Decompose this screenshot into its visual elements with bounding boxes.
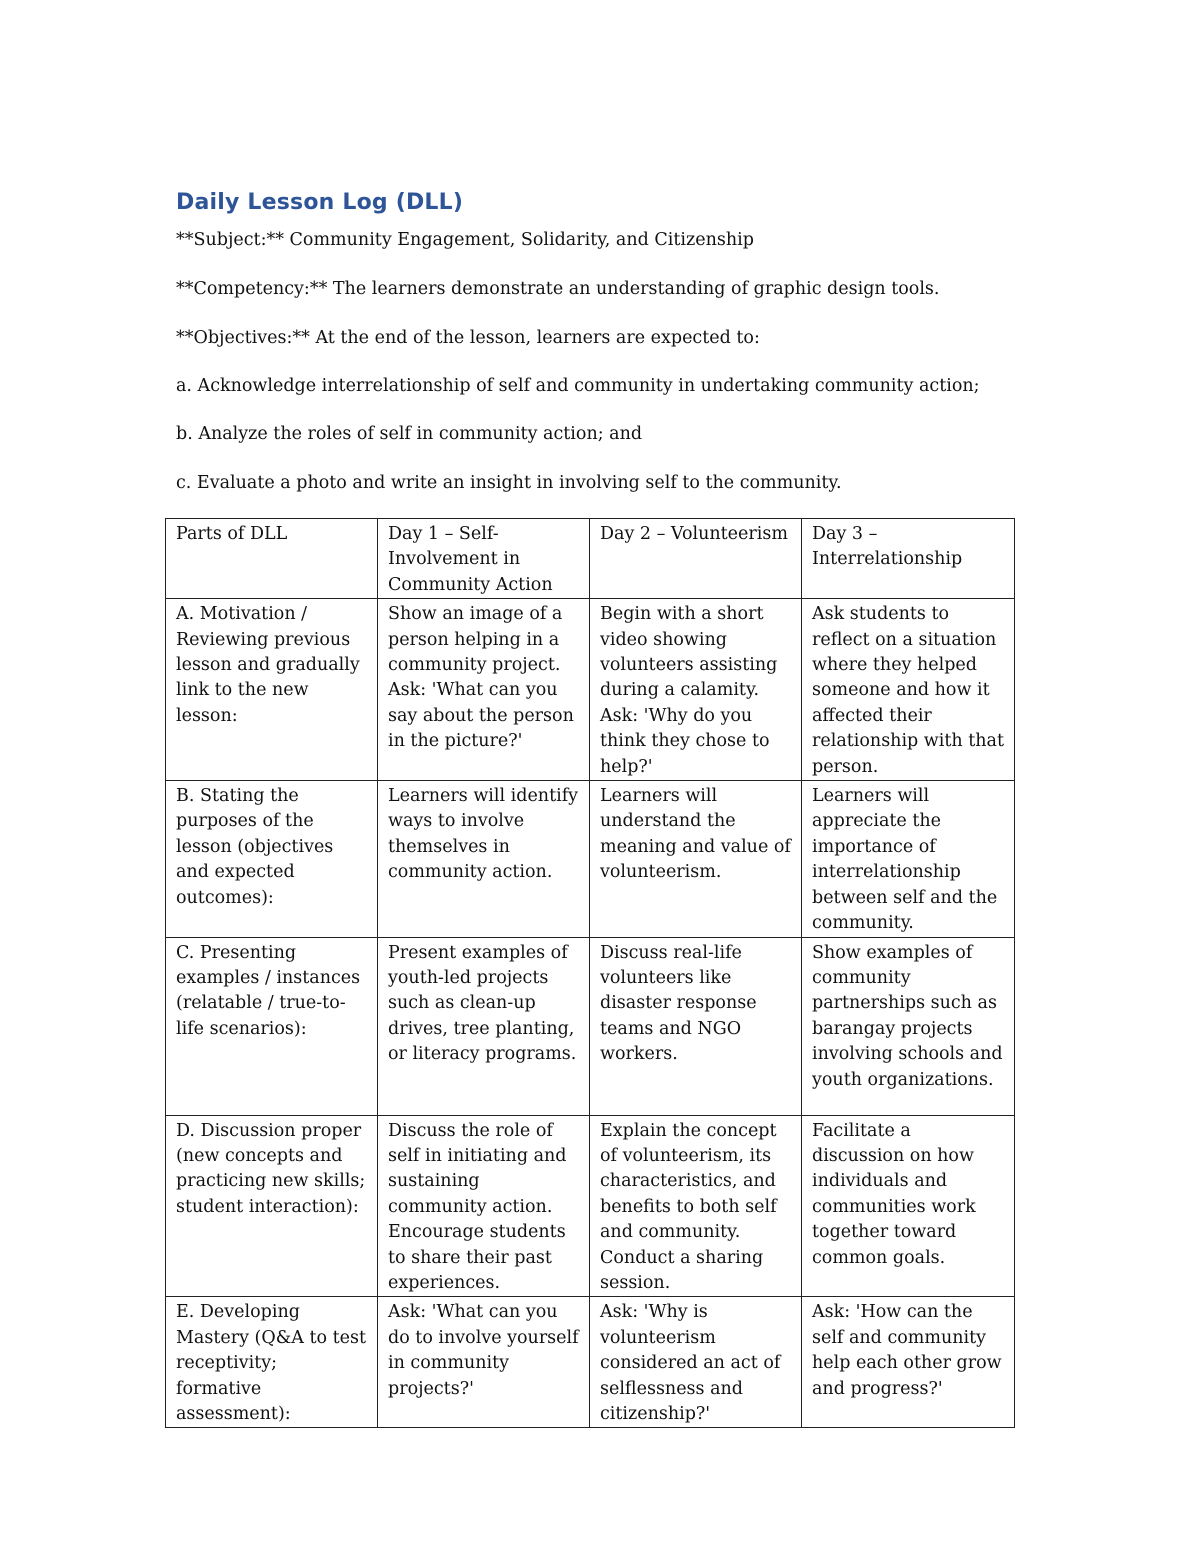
table-cell: Ask students to reflect on a situation where they helped someone and how it affected their relationship with that person. [802,599,1015,781]
table-row [166,1115,1015,1297]
row-label-mastery: E. Developing Mastery (Q&A to test receptivity; formative assessment): [166,1297,378,1428]
header-day-3: Day 3 – Interrelationship [802,519,1015,599]
table-row [166,599,1015,781]
header-day-2: Day 2 – Volunteerism [590,519,802,599]
document-title: Daily Lesson Log (DLL) [176,190,464,215]
table-row [166,781,1015,937]
table-cell: Ask: 'What can you do to involve yourself in community projects?' [378,1297,590,1428]
objective-b: b. Analyze the roles of self in community action; and [176,424,643,444]
table-cell: Show an image of a person helping in a community project. Ask: 'What can you say about the person in the picture?' [378,599,590,781]
table-cell: Present examples of youth-led projects such as clean-up drives, tree planting, or literacy programs. [378,937,590,1115]
table-cell: Learners will understand the meaning and value of volunteerism. [590,781,802,937]
table-cell: Discuss real-life volunteers like disaster response teams and NGO workers. [590,937,802,1115]
table-header-row [166,519,1015,599]
subject-line: **Subject:** Community Engagement, Solidarity, and Citizenship [176,230,754,250]
header-parts-of-dll: Parts of DLL [166,519,378,599]
competency-line: **Competency:** The learners demonstrate an understanding of graphic design tools. [176,279,940,299]
table-cell: Explain the concept of volunteerism, its characteristics, and benefits to both self and community. Conduct a sharing session. [590,1115,802,1297]
table-cell: Ask: 'How can the self and community help each other grow and progress?' [802,1297,1015,1428]
table-cell: Learners will appreciate the importance of interrelationship between self and the community. [802,781,1015,937]
objectives-line: **Objectives:** At the end of the lesson, learners are expected to: [176,328,760,348]
row-label-motivation: A. Motivation / Reviewing previous lesson and gradually link to the new lesson: [166,599,378,781]
row-label-examples: C. Presenting examples / instances (relatable / true-to-life scenarios): [166,937,378,1115]
table-cell: Ask: 'Why is volunteerism considered an act of selflessness and citizenship?' [590,1297,802,1428]
objective-a: a. Acknowledge interrelationship of self and community in undertaking community action; [176,376,980,396]
row-label-purposes: B. Stating the purposes of the lesson (objectives and expected outcomes): [166,781,378,937]
table-cell: Learners will identify ways to involve themselves in community action. [378,781,590,937]
row-label-discussion: D. Discussion proper (new concepts and practicing new skills; student interaction): [166,1115,378,1297]
header-day-1: Day 1 – Self-Involvement in Community Action [378,519,590,599]
table-cell: Show examples of community partnerships such as barangay projects involving schools and youth organizations. [802,937,1015,1115]
table-row [166,937,1015,1115]
objective-c: c. Evaluate a photo and write an insight in involving self to the community. [176,473,842,493]
table-cell: Discuss the role of self in initiating and sustaining community action. Encourage students to share their past experiences. [378,1115,590,1297]
lesson-log-table [165,518,1015,1428]
table-cell: Begin with a short video showing volunteers assisting during a calamity. Ask: 'Why do you think they chose to help?' [590,599,802,781]
table-cell: Facilitate a discussion on how individuals and communities work together toward common goals. [802,1115,1015,1297]
table-row [166,1297,1015,1428]
